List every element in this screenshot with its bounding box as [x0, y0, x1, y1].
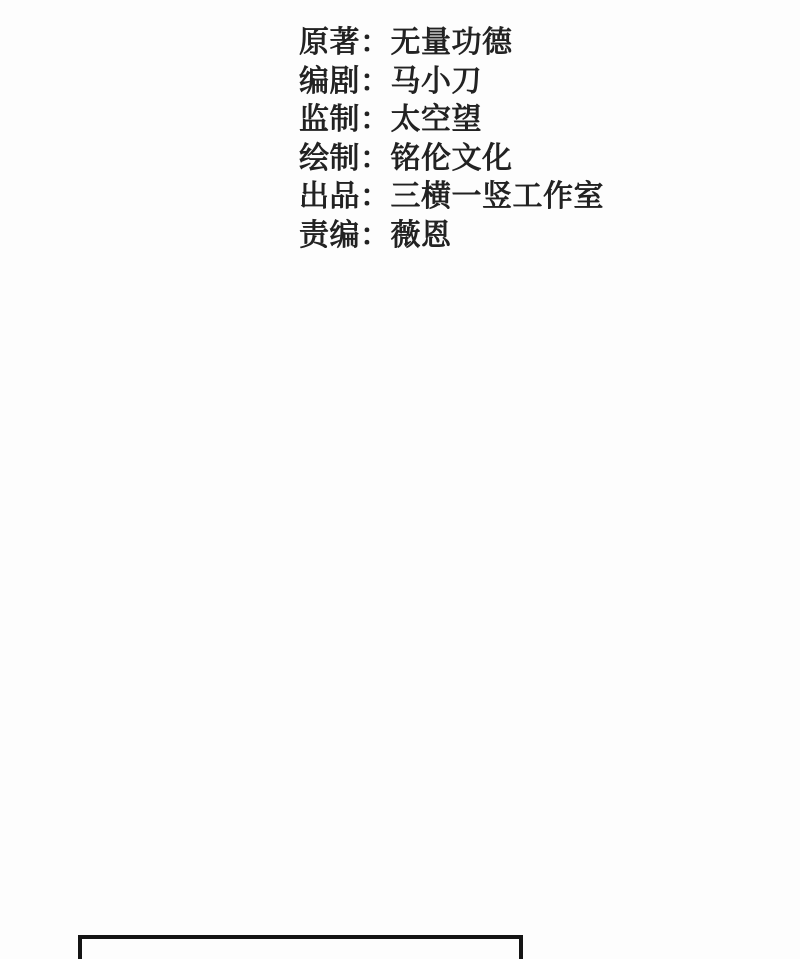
credit-row-artist	[299, 140, 604, 179]
credit-label: 原著	[299, 26, 360, 59]
credits-block	[299, 24, 604, 256]
credit-value: 三横一竖工作室	[390, 180, 604, 214]
credit-colon: ：	[360, 64, 391, 98]
credit-value: 马小刀	[390, 64, 482, 98]
credit-value: 薇恩	[390, 218, 452, 252]
credit-colon: ：	[360, 180, 391, 214]
credit-label: 监制	[299, 103, 360, 137]
credit-row-original-author	[299, 24, 604, 63]
credit-value: 无量功德	[390, 26, 513, 59]
credit-label: 出品	[299, 180, 360, 214]
credit-colon: ：	[360, 141, 391, 175]
comic-panel-border	[78, 935, 523, 959]
credit-colon: ：	[360, 26, 391, 59]
credit-label: 编剧	[299, 64, 360, 98]
credit-row-editor	[299, 217, 604, 256]
credit-value: 铭伦文化	[390, 141, 513, 175]
credit-row-producer	[299, 178, 604, 217]
credit-row-scriptwriter	[299, 63, 604, 102]
credit-label: 绘制	[299, 141, 360, 175]
credit-colon: ：	[360, 218, 391, 252]
credit-value: 太空望	[390, 103, 482, 137]
credit-label: 责编	[299, 218, 360, 252]
credit-row-supervisor	[299, 101, 604, 140]
credit-colon: ：	[360, 103, 391, 137]
